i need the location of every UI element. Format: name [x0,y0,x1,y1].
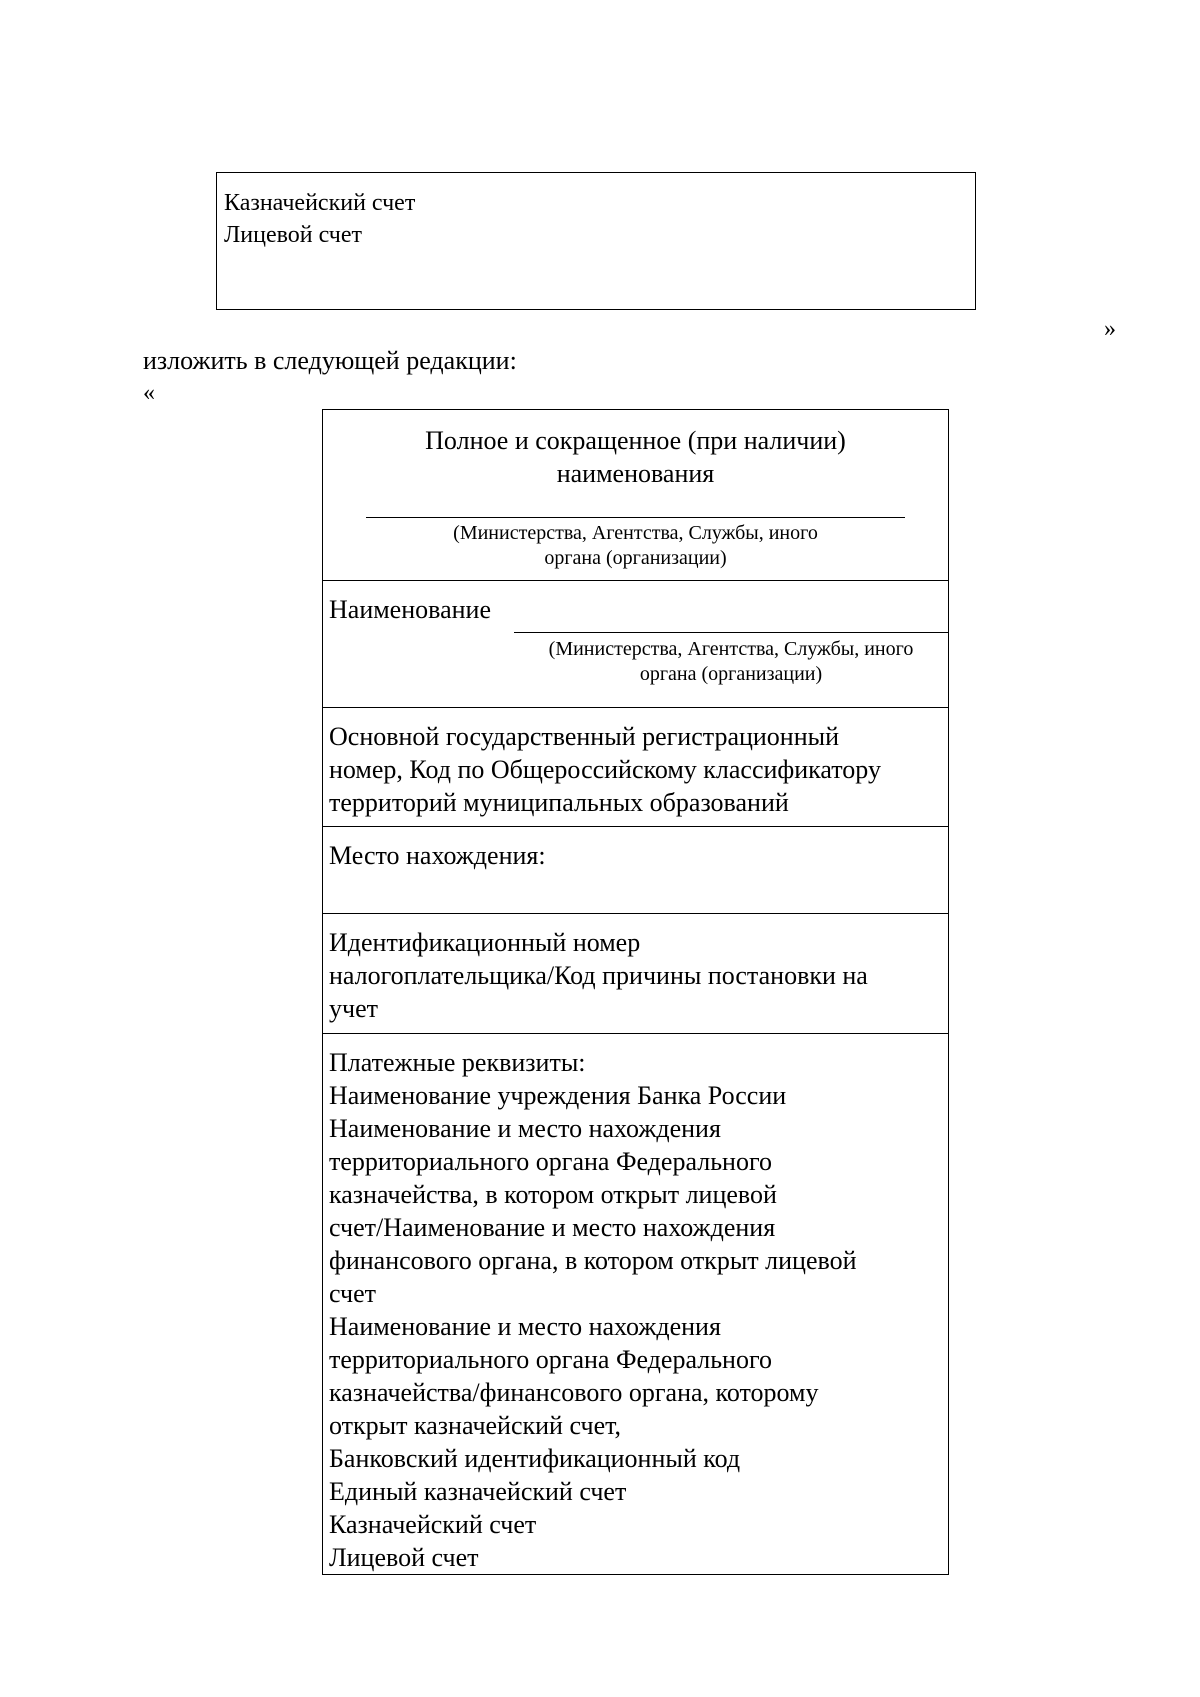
name-blank-line [514,632,948,633]
closing-quote: » [1104,316,1116,342]
payment-details-line: счет [329,1279,376,1308]
payment-details-line: территориального органа Федерального [329,1345,772,1374]
treasury-account-label: Казначейский счет [224,190,416,216]
location-row [323,827,948,914]
full-name-title-line2: наименования [556,459,715,488]
payment-details-line: Наименование и место нахождения [329,1114,721,1143]
name-caption [514,637,948,687]
name-label: Наименование [329,595,491,624]
personal-account-label: Лицевой счет [224,222,363,248]
inn-kpp-text [329,926,942,1025]
location-label: Место нахождения: [329,841,546,870]
payment-details-line: казначейства, в котором открыт лицевой [329,1180,777,1209]
payment-details-line: Лицевой счет [329,1543,479,1572]
inn-kpp-row [323,914,948,1034]
payment-details-line: Банковский идентификационный код [329,1444,741,1473]
payment-details-line: открыт казначейский счет, [329,1411,622,1440]
payment-details-line: Платежные реквизиты: [329,1048,586,1077]
full-name-caption-line1: (Министерства, Агентства, Службы, иного [453,522,818,544]
ogrn-oktmo-line: номер, Код по Общероссийскому классификатору [329,755,881,784]
name-caption-line2: органа (организации) [639,663,823,685]
full-name-title [323,424,948,490]
payment-details-text [329,1046,942,1574]
payment-details-line: казначейства/финансового органа, которому [329,1378,819,1407]
opening-quote: « [143,380,155,406]
ogrn-oktmo-text [329,720,942,819]
payment-details-line: счет/Наименование и место нахождения [329,1213,776,1242]
name-caption-line1: (Министерства, Агентства, Службы, иного [548,638,914,660]
full-name-caption [323,521,948,571]
payment-details-line: Единый казначейский счет [329,1477,627,1506]
payment-details-line: Наименование учреждения Банка России [329,1081,787,1110]
full-name-title-line1: Полное и сокращенное (при наличии) [425,426,846,455]
ogrn-oktmo-line: территорий муниципальных образований [329,788,789,817]
payment-details-row [323,1034,948,1574]
ogrn-oktmo-row [323,708,948,827]
payment-details-line: Наименование и место нахождения [329,1312,721,1341]
full-name-row [323,410,948,581]
inn-kpp-line: Идентификационный номер [329,928,641,957]
full-name-caption-line2: органа (организации) [544,547,727,569]
name-row [323,581,948,708]
requisites-table [322,409,949,1575]
intro-text: изложить в следующей редакции: [143,346,517,375]
payment-details-line: Казначейский счет [329,1510,537,1539]
full-name-blank-line [366,517,905,518]
top-account-box [216,172,976,310]
inn-kpp-line: учет [329,994,378,1023]
inn-kpp-line: налогоплательщика/Код причины постановки на [329,961,868,990]
ogrn-oktmo-line: Основной государственный регистрационный [329,722,840,751]
payment-details-line: финансового органа, в котором открыт лицевой [329,1246,857,1275]
payment-details-line: территориального органа Федерального [329,1147,772,1176]
